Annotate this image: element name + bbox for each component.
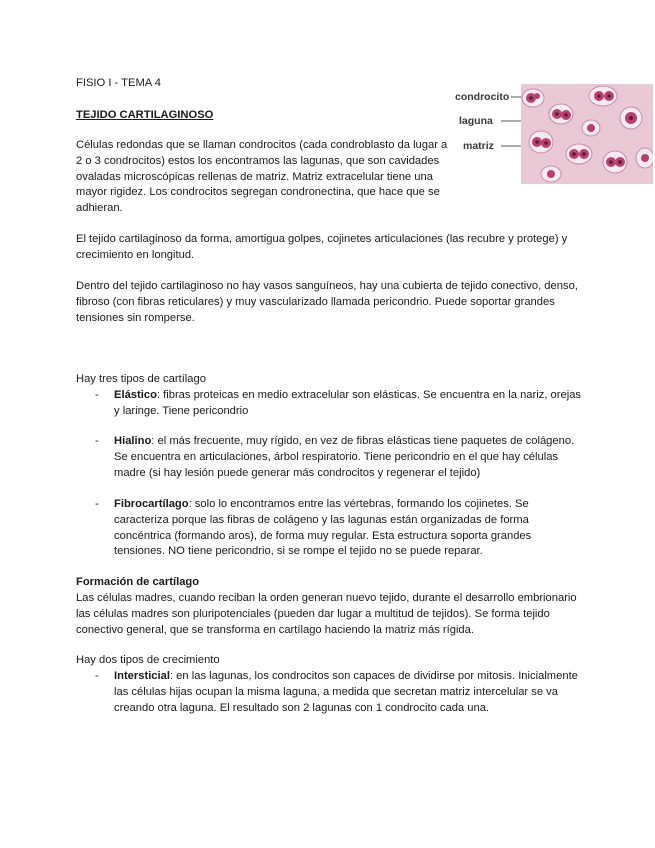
paragraph-cells: Células redondas que se llaman condrocitos (cada condroblasto da lugar a 2 o 3 condrocitos) estos los encontramos las lagunas, que son cavidades ovaladas microscópicas rellenas de matriz. Matriz extracelular tiene una mayor rigidez. Los condrocitos segregan condronectina, que hace que se adhieran. [76, 139, 448, 215]
growth-intro: Hay dos tipos de crecimiento [76, 654, 220, 666]
list-dash: - [95, 389, 99, 401]
micrograph-image [521, 84, 653, 184]
list-item-intersticial [76, 669, 581, 716]
list-dash: - [95, 670, 99, 682]
list-item-hialino [76, 434, 581, 481]
label-matriz: matriz [463, 140, 494, 152]
list-dash: - [95, 498, 99, 510]
formation-heading: Formación de cartílago [76, 576, 200, 588]
list-item-fibrocartilago [76, 497, 581, 560]
cartilage-cells-drawing [521, 84, 653, 184]
types-intro: Hay tres tipos de cartílago [76, 373, 206, 385]
term-intersticial: Intersticial [114, 670, 170, 682]
cartilage-micrograph [455, 84, 653, 186]
label-condrocito: condrocito [455, 91, 510, 103]
term-elastico: Elástico [114, 389, 157, 401]
document-header: FISIO I - TEMA 4 [76, 77, 161, 89]
desc-elastico: : fibras proteicas en medio extracelular son elásticas. Se encuentra en la nariz, orejas y laringe. Tiene pericondrio [114, 389, 582, 417]
list-dash: - [95, 435, 99, 447]
list-item-elastico [76, 388, 581, 420]
paragraph-functions: El tejido cartilaginoso da forma, amortigua golpes, cojinetes articulaciones (las recubre y protege) y crecimiento en longitud. [76, 233, 568, 261]
paragraph-formation: Las células madres, cuando reciban la orden generan nuevo tejido, durante el desarrollo embrionario las células madres son pluripotenciales (pueden dar lugar a multitud de tejidos). Se forma tejido conectivo general, que se transforma en cartílago haciendo la matriz más rígida. [76, 592, 577, 636]
term-hialino: Hialino [114, 435, 152, 447]
label-laguna: laguna [459, 115, 493, 127]
desc-fibrocartilago: : solo lo encontramos entre las vértebras, formando los cojinetes. Se caracteriza porque las fibras de colágeno y las lagunas están organizadas de forma concéntrica (formando aros), de forma muy regular. Esta estructura soporta grandes tensiones. NO tiene pericondrio, si se rompe el tejido no se puede reparar. [114, 498, 532, 558]
paragraph-pericondrio: Dentro del tejido cartilaginoso no hay vasos sanguíneos, hay una cubierta de tejido conectivo, denso, fibroso (con fibras reticulares) y muy vascularizado llamada pericondrio. Puede soportar grandes tensiones sin romperse. [76, 280, 578, 324]
desc-hialino: : el más frecuente, muy rígido, en vez de fibras elásticas tiene paquetes de colágeno. Se encuentra en articulaciones, árbol respiratorio. Tiene pericondrio en el que hay células madre (si hay lesión puede generar más condrocitos y regenerar el tejido) [114, 435, 575, 479]
section-title: TEJIDO CARTILAGINOSO [76, 109, 214, 121]
term-fibrocartilago: Fibrocartílago [114, 498, 189, 510]
desc-intersticial: : en las lagunas, los condrocitos son capaces de dividirse por mitosis. Inicialmente las células hijas ocupan la misma laguna, a medida que secretan matriz intercelular se va creando otra laguna. El resultado son 2 lagunas con 1 condrocito cada una. [114, 670, 578, 714]
